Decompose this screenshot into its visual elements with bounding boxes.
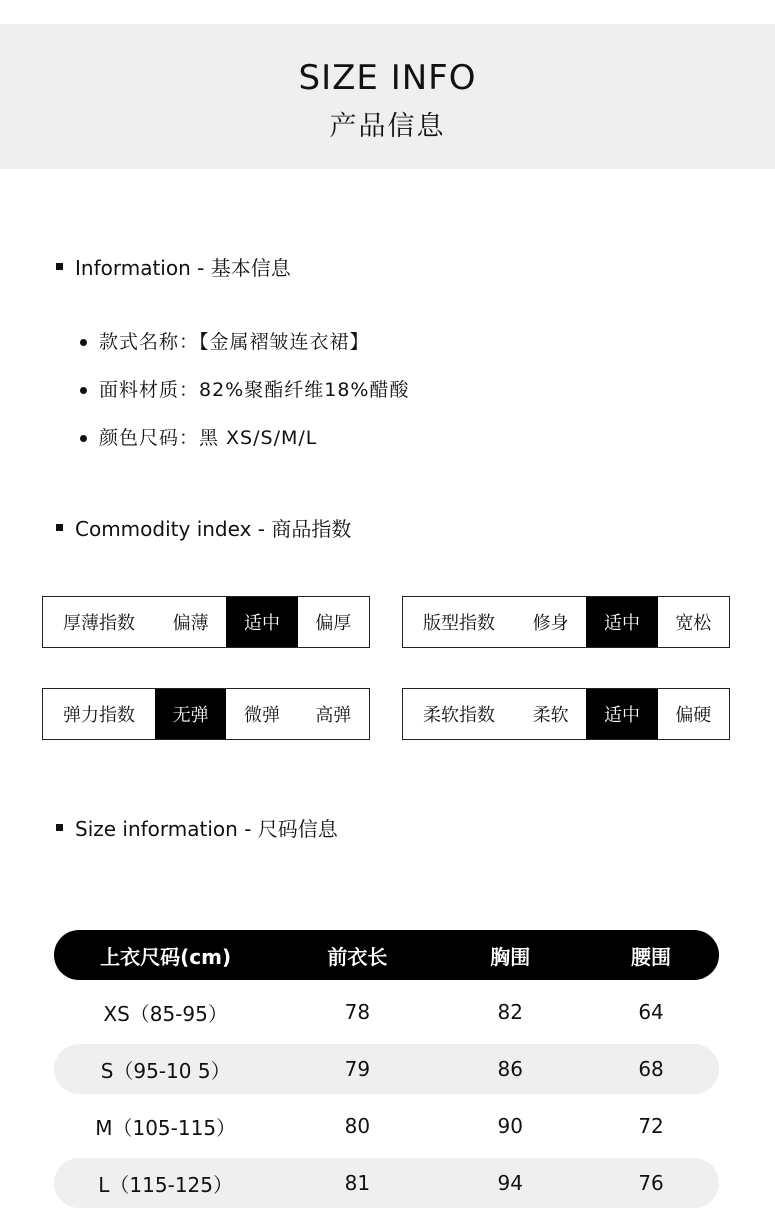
- info-item-fabric: [80, 366, 409, 414]
- section-information: [56, 252, 291, 281]
- index-name: 厚薄指数: [63, 613, 135, 634]
- table-cell: S（95-10 5）: [100, 1058, 231, 1083]
- index-option: 偏薄: [172, 613, 209, 634]
- table-cell: 68: [638, 1057, 664, 1081]
- index-option: 高弹: [315, 705, 352, 726]
- page-subtitle: 产品信息: [329, 111, 446, 142]
- index-option: 柔软: [532, 705, 569, 726]
- index-option: 微弹: [243, 705, 280, 726]
- table-cell: 76: [638, 1171, 664, 1195]
- table-cell: 72: [638, 1114, 664, 1138]
- index-option: 修身: [532, 613, 569, 634]
- index-option: 偏厚: [315, 613, 352, 634]
- section-size: [56, 813, 338, 842]
- table-cell: M（105-115）: [95, 1115, 237, 1140]
- info-item-style: [80, 318, 409, 366]
- table-cell: 81: [344, 1171, 371, 1195]
- info-style-text: 款式名称：【金属褶皱连衣裙】: [99, 331, 370, 353]
- header-banner: [0, 24, 775, 169]
- dot-bullet-icon: [80, 435, 87, 442]
- table-cell: 94: [497, 1171, 523, 1195]
- section-size-label: Size information - 尺码信息: [75, 817, 338, 841]
- info-item-color-size: [80, 414, 409, 462]
- table-cell: 78: [344, 1000, 371, 1024]
- section-information-label: Information - 基本信息: [75, 256, 291, 280]
- index-name: 弹力指数: [63, 705, 135, 726]
- table-row: [54, 987, 719, 1037]
- table-row: [54, 1044, 719, 1094]
- section-commodity: [56, 513, 351, 542]
- table-cell: 64: [638, 1000, 664, 1024]
- index-elasticity: [42, 688, 370, 740]
- table-row: [54, 1101, 719, 1151]
- info-color-size-text: 颜色尺码：黑 XS/S/M/L: [99, 427, 318, 449]
- index-option-selected: 适中: [586, 597, 657, 647]
- table-cell: XS（85-95）: [103, 1001, 228, 1026]
- table-cell: L（115-125）: [98, 1172, 233, 1197]
- table-cell: 79: [344, 1057, 371, 1081]
- info-list: [80, 318, 409, 462]
- table-cell: 80: [344, 1114, 371, 1138]
- page-title: SIZE INFO: [298, 58, 477, 98]
- dot-bullet-icon: [80, 339, 87, 346]
- index-option: 偏硬: [675, 705, 712, 726]
- index-name: 柔软指数: [423, 705, 495, 726]
- square-bullet-icon: [56, 824, 63, 831]
- info-fabric-text: 面料材质：82%聚酯纤维18%醋酸: [99, 379, 410, 401]
- column-header: 胸围: [490, 944, 531, 969]
- index-name: 版型指数: [423, 613, 495, 634]
- table-cell: 90: [497, 1114, 523, 1138]
- table-row: [54, 1158, 719, 1208]
- column-header: 前衣长: [327, 944, 388, 969]
- table-header-row: [54, 930, 719, 980]
- dot-bullet-icon: [80, 387, 87, 394]
- index-option: 宽松: [675, 613, 712, 634]
- section-commodity-label: Commodity index - 商品指数: [75, 517, 352, 541]
- index-option-selected: 适中: [226, 597, 297, 647]
- size-table: [54, 930, 719, 1215]
- table-cell: 86: [497, 1057, 523, 1081]
- index-option-selected: 无弹: [155, 689, 226, 739]
- square-bullet-icon: [56, 263, 63, 270]
- square-bullet-icon: [56, 524, 63, 531]
- column-header: 上衣尺码(cm): [100, 944, 232, 969]
- index-option-selected: 适中: [586, 689, 657, 739]
- table-cell: 82: [497, 1000, 523, 1024]
- index-thickness: [42, 596, 370, 648]
- index-softness: [402, 688, 730, 740]
- column-header: 腰围: [631, 944, 672, 969]
- index-fit: [402, 596, 730, 648]
